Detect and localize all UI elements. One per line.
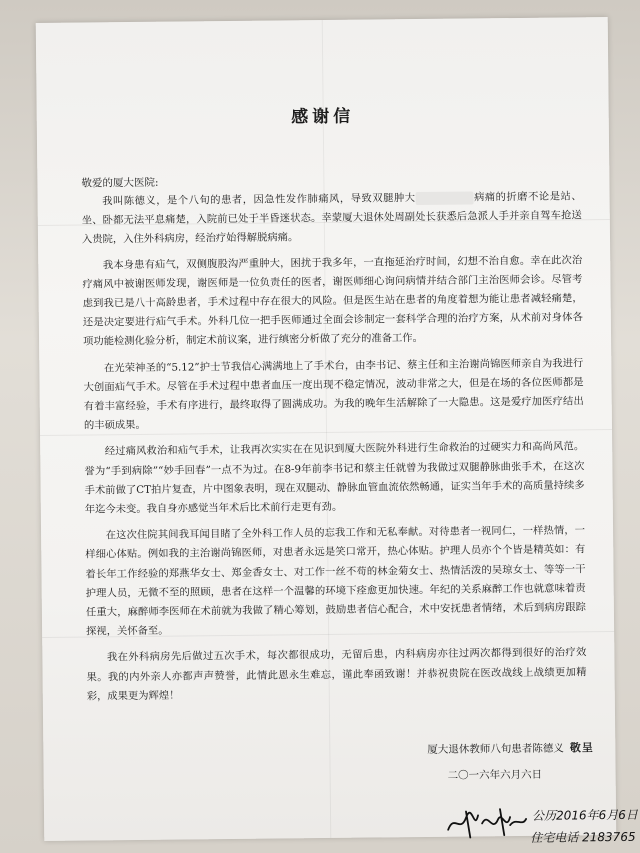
paragraph-text: 病痛的折磨不论是站、坐、卧都无法平息痛楚，入院前已处于半昏迷状态。幸蒙厦大退休处周副处长获悉后急派人手并亲自驾车抢送入贵院，入住外科病房，经治疗始得解脱病痛。 [81,190,582,246]
handwritten-signature [444,802,640,849]
letter-body [82,187,587,713]
letter-sheet [36,17,638,845]
sender-name: 厦大退休教师八旬患者陈德义 [427,742,564,756]
handwritten-phone: 住宅电话 2183765 [530,829,636,845]
letter-paragraph [82,187,583,250]
redacted-block [415,191,473,205]
honorific-stamp: 敬呈 [569,741,594,755]
signature-block [427,739,594,783]
letter-title: 感谢信 [291,106,355,128]
letter-paragraph: 经过痛风救治和疝气手术，让我再次实实在在见识到厦大医院外科进行生命救治的过硬实力和高尚风范。誉为“手到病除”“妙手回春”一点不为过。在8-9年前李书记和蔡主任就曾为我做过双腿静脉曲张手术，在这次手术前做了CT拍片复查，片中图象表明，现在双腿动、静脉血管血流依然畅通，证实当年手术的高质量持续多年迄今未变。我自身亦感觉当年术后比术前行走更有劲。 [84,440,585,516]
signature-scribble [444,803,528,844]
letter-date: 二〇一六年六月六日 [447,768,543,782]
letter-paragraph: 我本身患有疝气，双侧腹股沟严重肿大，困扰于我多年，一直拖延治疗时间，幻想不治自愈。幸在此次治疗痛风中被谢医师发现，谢医师是一位负责任的医者，谢医师细心询问病情并结合部门主治医师会诊。尽管考虑到我已是八十高龄患者，手术过程中存在很大的风险。但是医生站在患者的角度着想为能让患者减轻痛楚，还是决定要进行疝气手术。外科几位一把手医师通过全面会诊制定一套科学合理的治疗方案，从术前对身体各项功能检测化验分析，制定术前议案，进行缜密分析做了充分的准备工作。 [82,253,583,348]
handwritten-date: 公历2016年6月6日 [531,807,638,823]
letter-salutation: 敬爱的厦大医院: [81,176,159,190]
sender-line [427,739,594,757]
letter-paragraph: 在这次住院其间我耳闻目睹了全外科工作人员的忘我工作和无私奉献。对待患者一视同仁，一样热情，一样细心体贴。例如我的主治谢尚锦医师，对患者永远是笑口常开，热心体贴。护理人员亦个个皆是精英如：有着长年工作经验的郑燕华女士、郑金香女士、对工作一丝不苟的林金菊女士、热情活泼的吴琼女士、等等一干护理人员，无微不至的照顾，患者在这样一个温馨的环境下痊愈更加快速。年纪的关系麻醉工作也就意味着责任重大，麻醉师李医师在术前就为我做了精心筹划，鼓励患者信心配合，术中安抚患者情绪，术后到病房跟踪探视，关怀备至。 [85,524,586,638]
letter-paragraph: 我在外科病房先后做过五次手术，每次都很成功，无留后患，内科病房亦往过两次都得到很好的治疗效果。我的内外亲人亦都声声赞誉，此情此恩永生难忘，谨此奉函致谢！并恭祝贵院在医改战线上战绩更加精彩，成果更为辉煌！ [86,646,587,703]
letter-paragraph: 在光荣神圣的“5.12”护士节我信心满满地上了手术台，由李书记、蔡主任和主治谢尚锦医师亲自为我进行大创面疝气手术。尽管在手术过程中患者血压一度出现不稳定情况，波动非常之大，但是在场的各位医师都是有着丰富经验，手术有序进行，最终取得了圆满成功。为我的晚年生活解除了一大隐患。这是爱疗加医疗结出的丰硕成果。 [83,356,584,432]
paragraph-text: 我叫陈德义，是个八旬的患者，因急性发作肺痛风，导致双腿肿大 [102,192,416,208]
